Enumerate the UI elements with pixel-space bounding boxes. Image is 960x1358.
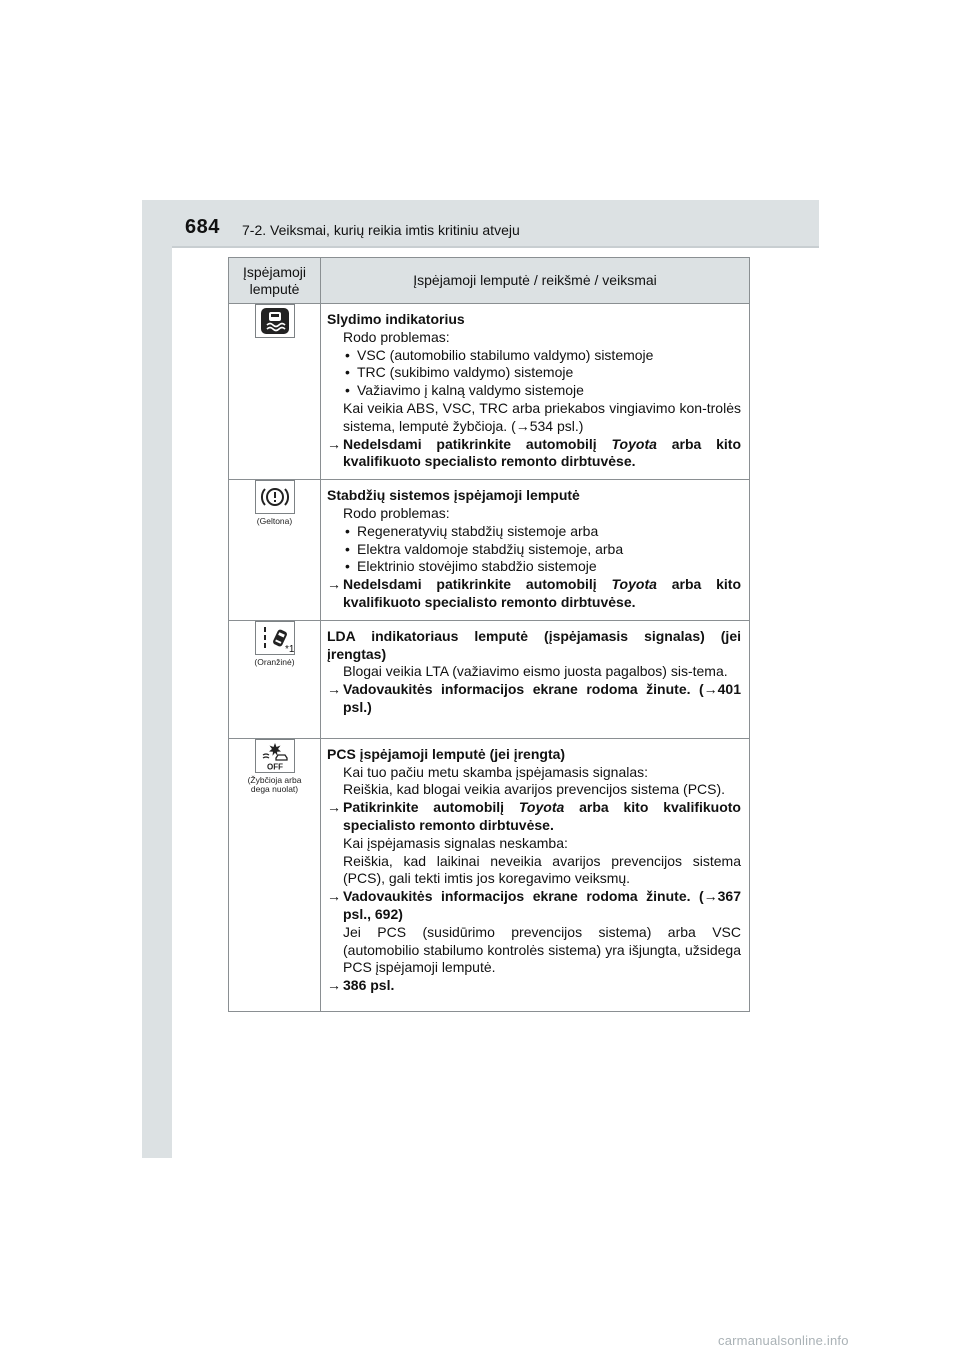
row-line: Reiškia, kad blogai veikia avarijos prevencijos sistema (PCS). [343,781,726,798]
row-title: Slydimo indikatorius [327,311,465,327]
list-item: • Elektrinio stovėjimo stabdžio sistemoje [345,558,597,575]
table-header-row [229,258,750,304]
section-title: 7-2. Veiksmai, kurių reikia imtis kritiniu atveju [242,222,520,238]
table-row [229,738,750,1011]
row-line: Jei PCS (susidūrimo prevencijos sistema) arba VSC (automobilio stabilumo kontrolės sistema) yra išjungta, užsidega PCS įspėjamoji lemputė. [343,923,741,976]
row-text [321,620,750,738]
icon-cell [229,304,321,480]
header-rule [172,246,819,248]
page-number: 684 [185,216,220,238]
action-line: → Vadovaukitės informacijos ekrane rodoma žinute. (→401 psl.) [327,681,741,715]
list-item: • VSC (automobilio stabilumo valdymo) sistemoje [345,346,654,363]
row-text [321,738,750,1011]
header-light: Įspėjamoji lemputė [229,258,321,304]
action-line: → Nedelsdami patikrinkite automobilį Toyota arba kito kvalifikuoto specialisto remonto dirbtuvėse. [327,576,741,610]
row-text [321,480,750,621]
row-title: PCS įspėjamoji lemputė (jei įrengta) [327,745,566,762]
row-line: Reiškia, kad laikinai neveikia avarijos prevencijos sistema (PCS), gali tekti imtis jos koregavimo veiksmų. [343,852,741,887]
row-text [321,304,750,480]
row-title: LDA indikatoriaus lemputė (įspėjamasis signalas) (jei įrengtas) [327,627,741,662]
row-line: Rodo problemas: [343,328,450,345]
icon-caption: (Geltona) [256,516,293,527]
list-item: • Važiavimo į kalną valdymo sistemoje [345,382,584,399]
row-line: Rodo problemas: [343,504,450,521]
row-line: Kai įspėjamasis signalas neskamba: [343,834,568,851]
list-item: • Elektra valdomoje stabdžių sistemoje, arba [345,540,624,557]
icon-caption: (Oranžinė) [254,656,295,667]
row-title: Stabdžių sistemos įspėjamoji lemputė [327,487,580,504]
warning-lights-table [228,257,750,1012]
icon-cell [229,620,321,738]
action-line: → 386 psl. [327,977,395,994]
list-item: • Regeneratyvių stabdžių sistemoje arba [345,522,599,539]
skid-indicator-icon [255,304,295,338]
brake-warning-icon [255,480,295,514]
table-row [229,480,750,621]
icon-cell [229,738,321,1011]
margin-side-bar [142,200,172,1158]
table-row [229,304,750,480]
pcs-off-icon [255,739,295,773]
header-meaning: Įspėjamoji lemputė / reikšmė / veiksmai [321,258,750,304]
action-line: → Patikrinkite automobilį Toyota arba kito kvalifikuoto specialisto remonto dirbtuvėse. [327,799,741,833]
watermark: carmanualsonline.info [718,1333,849,1348]
row-line: Blogai veikia LTA (važiavimo eismo juosta pagalbos) sis-tema. [343,663,728,680]
icon-cell [229,480,321,621]
action-line: → Nedelsdami patikrinkite automobilį Toyota arba kito kvalifikuoto specialisto remonto dirbtuvėse. [327,435,741,470]
off-label: OFF [266,762,283,771]
row-note: Kai veikia ABS, VSC, TRC arba priekabos vingiavimo kon-trolės sistema, lemputė žybčioja. (→534 psl.) [343,399,741,434]
row-line: Kai tuo pačiu metu skamba įspėjamasis signalas: [343,763,649,780]
list-item: • TRC (sukibimo valdymo) sistemoje [345,364,574,381]
footnote-mark: *1 [285,643,295,655]
icon-caption: (Žybčioja arba dega nuolat) [247,774,302,795]
table-row [229,620,750,738]
action-line: → Vadovaukitės informacijos ekrane rodoma žinute. (→367 psl., 692) [327,888,741,922]
